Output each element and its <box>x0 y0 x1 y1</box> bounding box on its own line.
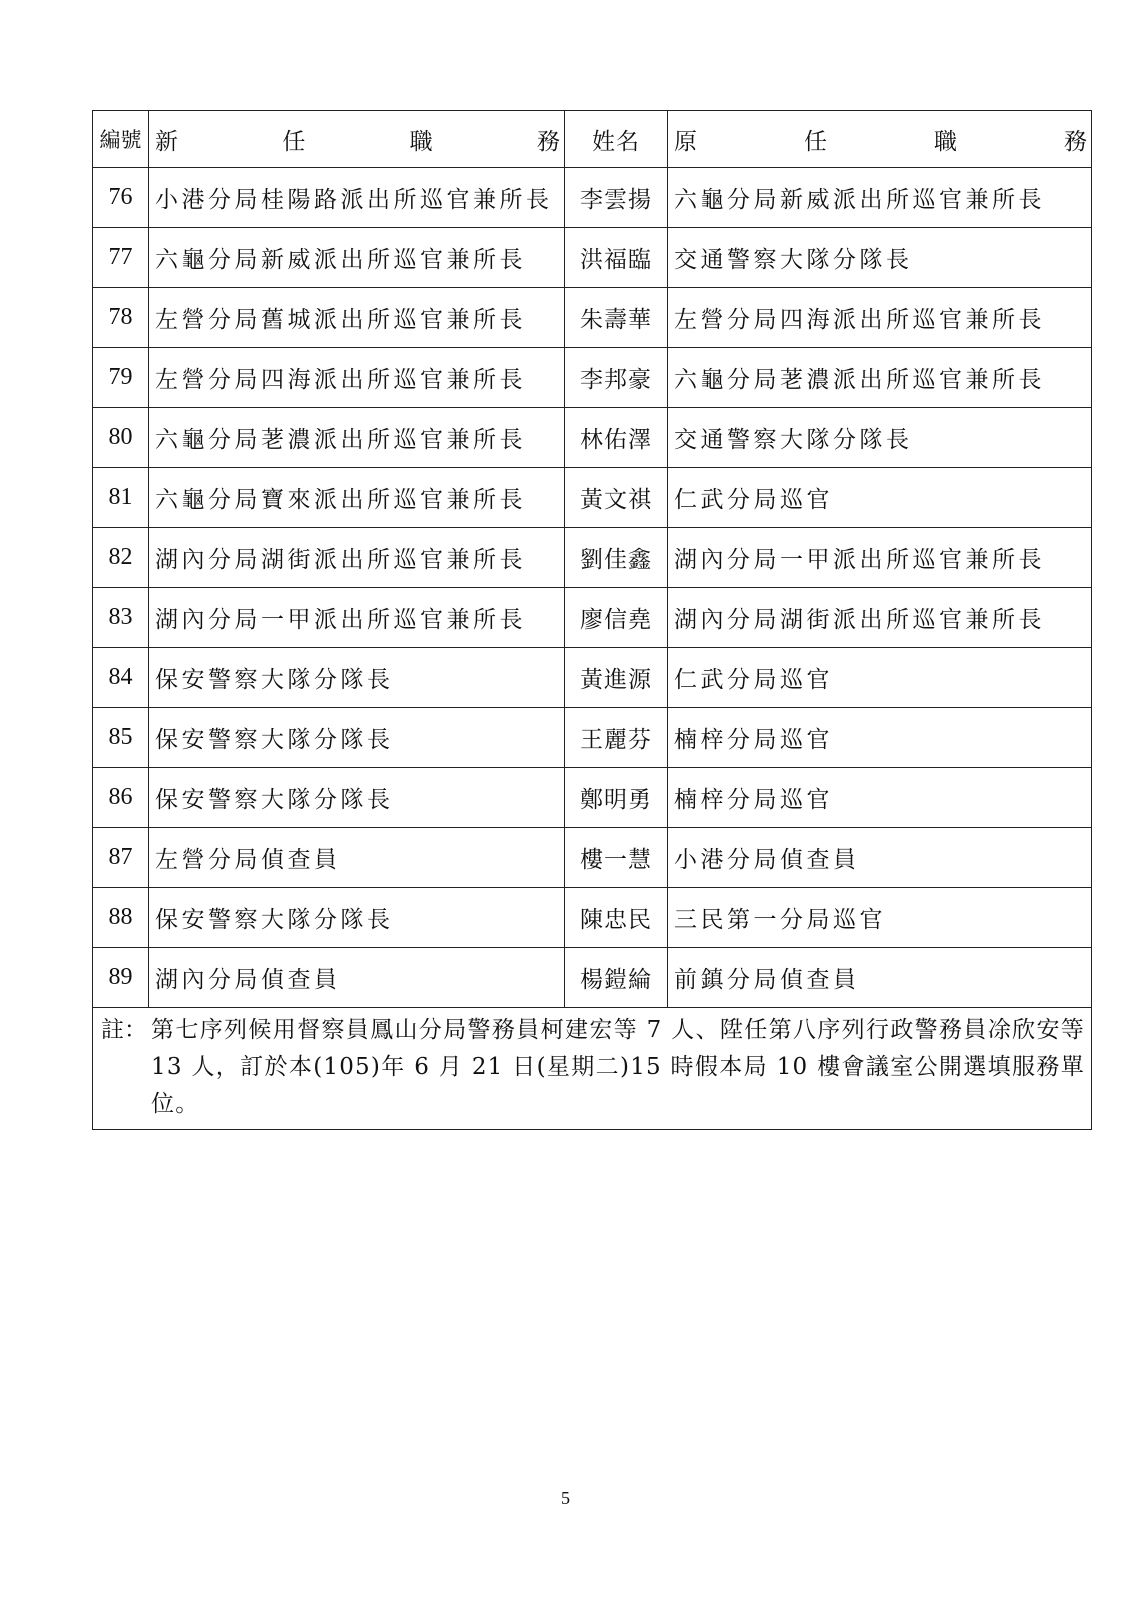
row-old-position: 左營分局四海派出所巡官兼所長 <box>668 288 1092 348</box>
note-text: 第七序列候用督察員鳳山分局警務員柯建宏等 7 人、陞任第八序列行政警務員凃欣安等 13 人，訂於本(105)年 6 月 21 日(星期二)15 時假本局 10 樓會議室公開選填服務單位。 <box>151 1017 1085 1117</box>
row-number: 79 <box>93 348 149 408</box>
row-number: 77 <box>93 228 149 288</box>
note-row <box>93 1008 1092 1130</box>
note-label: 註： <box>101 1017 147 1043</box>
row-old-position: 楠梓分局巡官 <box>668 768 1092 828</box>
row-number: 76 <box>93 168 149 228</box>
table-row <box>93 168 1092 228</box>
row-old-position: 三民第一分局巡官 <box>668 888 1092 948</box>
table-body <box>93 168 1092 1008</box>
row-new-position: 保安警察大隊分隊長 <box>149 708 565 768</box>
header-name: 姓名 <box>565 111 668 168</box>
table-row <box>93 588 1092 648</box>
row-number: 87 <box>93 828 149 888</box>
table-row <box>93 228 1092 288</box>
table-row <box>93 648 1092 708</box>
table-row <box>93 288 1092 348</box>
row-new-position: 湖內分局一甲派出所巡官兼所長 <box>149 588 565 648</box>
table-row <box>93 768 1092 828</box>
transfer-table <box>92 110 1092 1130</box>
row-number: 89 <box>93 948 149 1008</box>
row-number: 80 <box>93 408 149 468</box>
row-new-position: 保安警察大隊分隊長 <box>149 648 565 708</box>
row-name: 廖信堯 <box>565 588 668 648</box>
row-new-position: 小港分局桂陽路派出所巡官兼所長 <box>149 168 565 228</box>
row-new-position: 湖內分局湖街派出所巡官兼所長 <box>149 528 565 588</box>
row-old-position: 交通警察大隊分隊長 <box>668 228 1092 288</box>
row-old-position: 六龜分局荖濃派出所巡官兼所長 <box>668 348 1092 408</box>
table-row <box>93 348 1092 408</box>
row-name: 黃文祺 <box>565 468 668 528</box>
row-old-position: 六龜分局新威派出所巡官兼所長 <box>668 168 1092 228</box>
row-new-position: 六龜分局荖濃派出所巡官兼所長 <box>149 408 565 468</box>
header-old-position: 原 任 職 務 <box>668 111 1092 168</box>
row-name: 洪福臨 <box>565 228 668 288</box>
row-new-position: 六龜分局寶來派出所巡官兼所長 <box>149 468 565 528</box>
row-new-position: 左營分局偵查員 <box>149 828 565 888</box>
note-cell <box>93 1008 1092 1130</box>
row-name: 鄭明勇 <box>565 768 668 828</box>
row-number: 83 <box>93 588 149 648</box>
row-number: 78 <box>93 288 149 348</box>
row-new-position: 左營分局舊城派出所巡官兼所長 <box>149 288 565 348</box>
row-name: 王麗芬 <box>565 708 668 768</box>
row-old-position: 湖內分局湖街派出所巡官兼所長 <box>668 588 1092 648</box>
note <box>101 1012 1085 1123</box>
row-number: 85 <box>93 708 149 768</box>
row-name: 李邦豪 <box>565 348 668 408</box>
header-new-position: 新 任 職 務 <box>149 111 565 168</box>
row-new-position: 左營分局四海派出所巡官兼所長 <box>149 348 565 408</box>
row-number: 88 <box>93 888 149 948</box>
table-row <box>93 888 1092 948</box>
row-number: 86 <box>93 768 149 828</box>
row-name: 林佑澤 <box>565 408 668 468</box>
row-old-position: 仁武分局巡官 <box>668 468 1092 528</box>
row-number: 82 <box>93 528 149 588</box>
page-number: 5 <box>561 1488 570 1508</box>
row-number: 84 <box>93 648 149 708</box>
row-name: 劉佳鑫 <box>565 528 668 588</box>
row-new-position: 保安警察大隊分隊長 <box>149 768 565 828</box>
table-row <box>93 708 1092 768</box>
row-old-position: 交通警察大隊分隊長 <box>668 408 1092 468</box>
row-name: 楊鎧綸 <box>565 948 668 1008</box>
row-number: 81 <box>93 468 149 528</box>
row-new-position: 六龜分局新威派出所巡官兼所長 <box>149 228 565 288</box>
row-name: 樓一慧 <box>565 828 668 888</box>
header-number: 編號 <box>93 111 149 168</box>
table-row <box>93 468 1092 528</box>
row-name: 李雲揚 <box>565 168 668 228</box>
row-name: 黃進源 <box>565 648 668 708</box>
table-header-row <box>93 111 1092 168</box>
row-old-position: 仁武分局巡官 <box>668 648 1092 708</box>
row-name: 朱壽華 <box>565 288 668 348</box>
table-row <box>93 948 1092 1008</box>
table-row <box>93 528 1092 588</box>
row-new-position: 湖內分局偵查員 <box>149 948 565 1008</box>
row-new-position: 保安警察大隊分隊長 <box>149 888 565 948</box>
table-row <box>93 828 1092 888</box>
row-old-position: 楠梓分局巡官 <box>668 708 1092 768</box>
row-old-position: 小港分局偵查員 <box>668 828 1092 888</box>
row-old-position: 湖內分局一甲派出所巡官兼所長 <box>668 528 1092 588</box>
row-old-position: 前鎮分局偵查員 <box>668 948 1092 1008</box>
table-row <box>93 408 1092 468</box>
personnel-transfer-document <box>92 110 1091 1130</box>
row-name: 陳忠民 <box>565 888 668 948</box>
